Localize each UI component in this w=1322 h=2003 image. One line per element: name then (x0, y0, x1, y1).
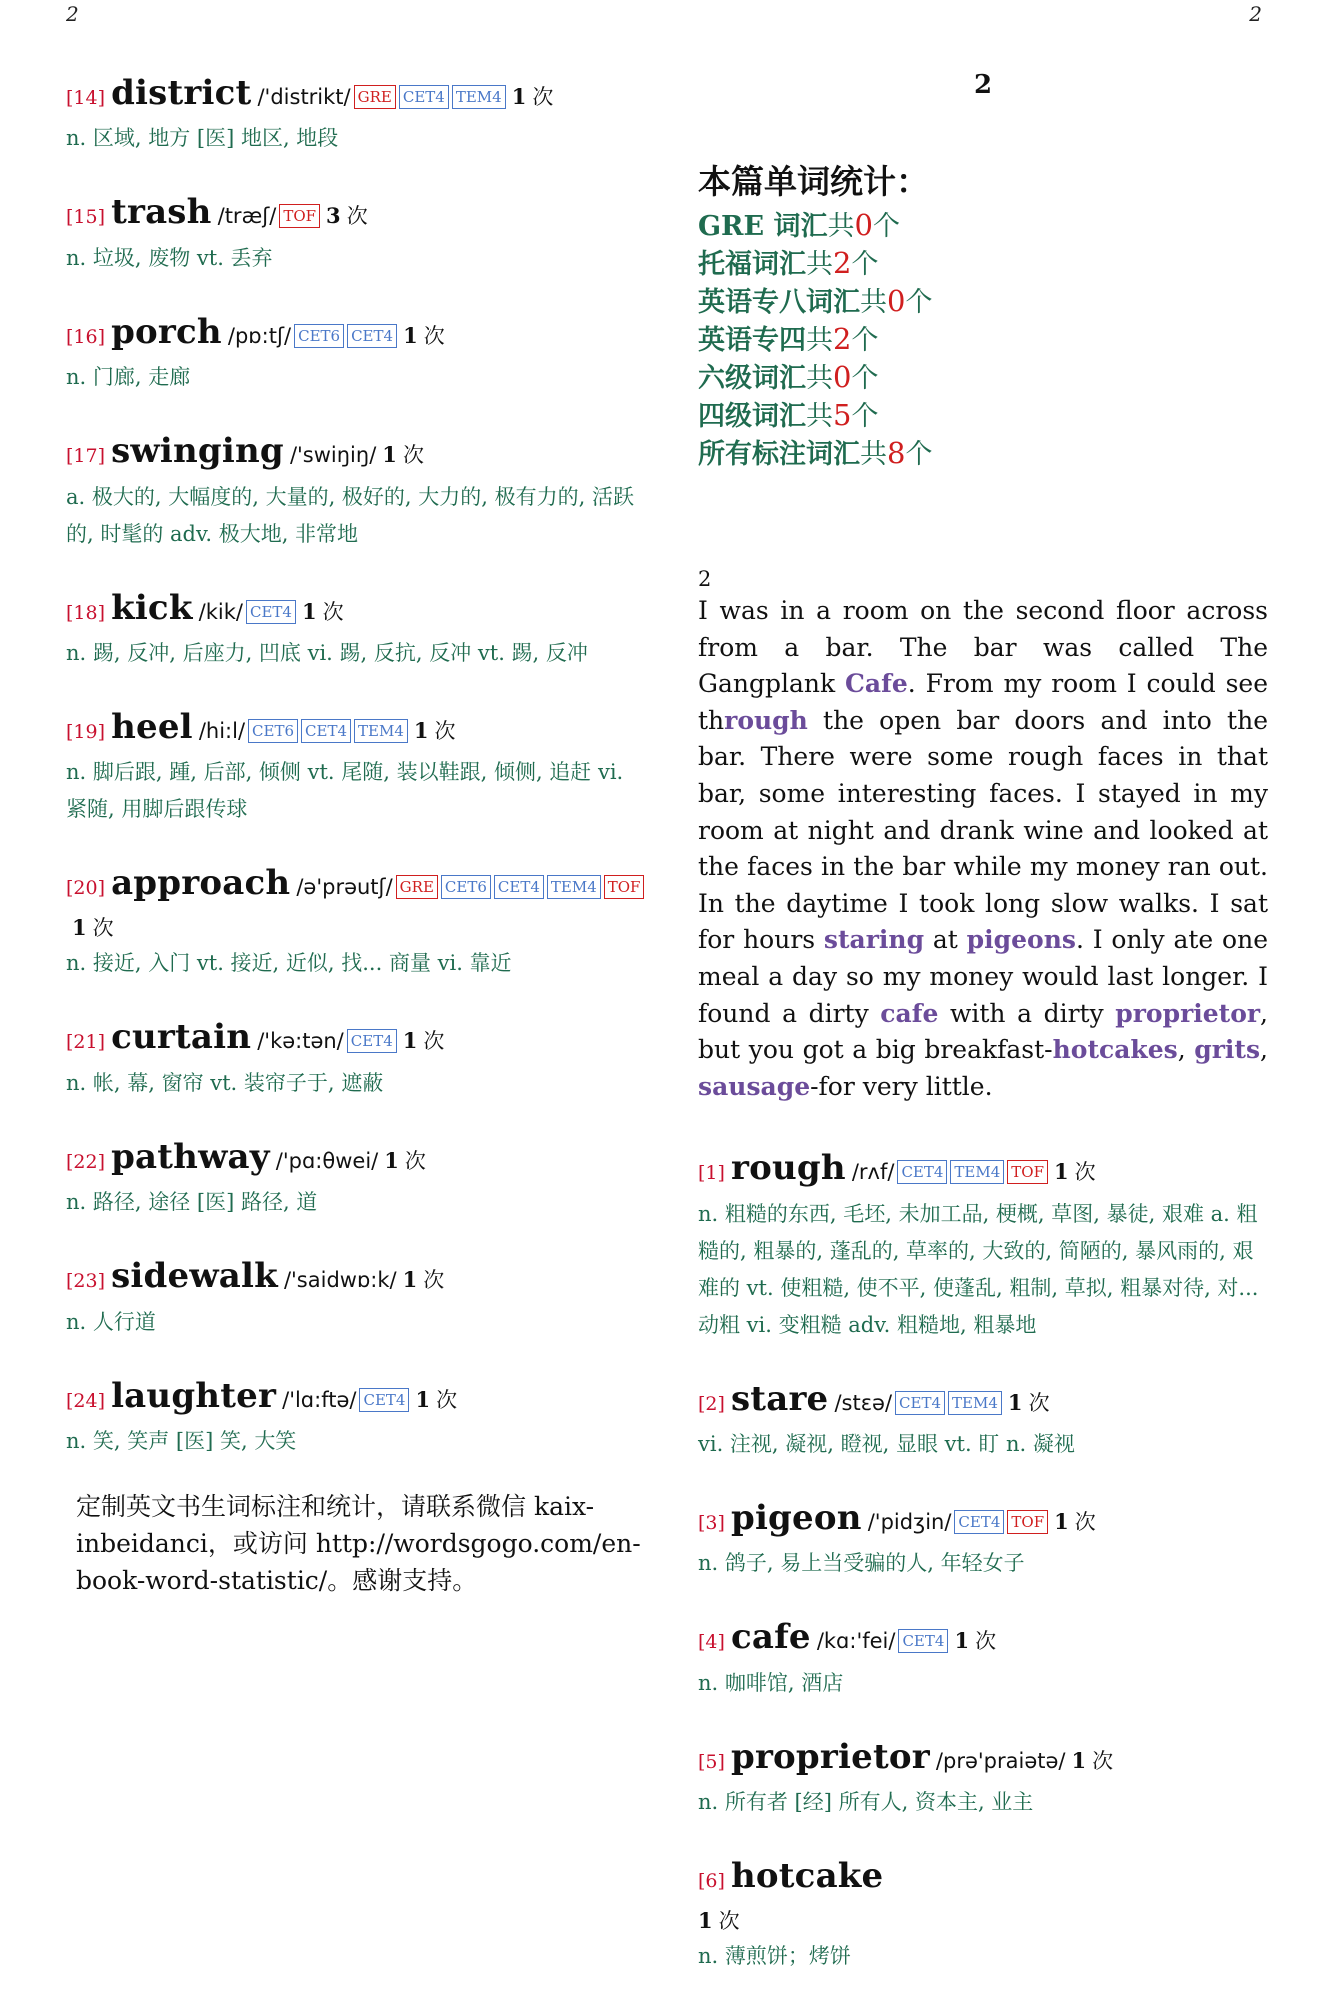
entry-count: 1 (402, 1028, 418, 1054)
vocab-entry (66, 424, 646, 552)
entry-word: district (111, 73, 252, 113)
stat-line (698, 207, 1268, 245)
vocab-entry (698, 1730, 1268, 1821)
entry-phonetic: /stɛə/ (834, 1390, 893, 1415)
stat-unit: 个 (851, 401, 879, 432)
entry-count-unit: 次 (532, 85, 554, 109)
entry-word: sidewalk (111, 1256, 278, 1297)
entry-word: rough (730, 1148, 846, 1189)
entry-definition: n. 笑, 笑声 [医] 笑, 大笑 (66, 1428, 297, 1453)
entry-phonetic: /prə'praiətə/ (935, 1748, 1066, 1773)
vocab-entry (66, 581, 646, 672)
left-column (66, 66, 646, 1599)
exam-tag: TEM4 (547, 875, 601, 899)
entry-head (66, 1369, 646, 1423)
highlighted-word: hotcakes (1052, 1035, 1178, 1065)
entry-word: swinging (111, 431, 284, 472)
exam-tag: GRE (354, 85, 396, 109)
entry-definition: n. 咖啡馆, 酒店 (698, 1670, 844, 1695)
stat-category: 四级词汇 (698, 401, 806, 432)
entry-phonetic: /'swiŋiŋ/ (289, 443, 377, 468)
entry-head (66, 700, 646, 754)
entry-index: [3] (698, 1512, 725, 1535)
exam-tag: CET4 (895, 1391, 945, 1415)
entry-head (698, 1141, 1268, 1195)
stat-suffix: 共 (806, 325, 833, 356)
highlighted-word: pigeons (966, 925, 1076, 955)
entry-index: [1] (698, 1162, 725, 1185)
vocab-entry (66, 1249, 646, 1340)
passage-segment: -for very little. (810, 1071, 993, 1101)
entry-head (66, 424, 646, 478)
entry-count: 1 (402, 1267, 418, 1293)
entry-count: 1 (415, 1386, 431, 1412)
vocab-entry (698, 1491, 1268, 1582)
highlighted-word: cafe (880, 998, 939, 1028)
entry-word: trash (111, 192, 212, 233)
entry-word: porch (111, 311, 222, 352)
stat-unit: 个 (851, 249, 879, 280)
vocab-entry (698, 1141, 1268, 1343)
entry-definition: n. 帐, 幕, 窗帘 vt. 装帘子于, 遮蔽 (66, 1070, 384, 1095)
exam-tag: CET4 (494, 875, 544, 899)
entry-count-unit: 次 (1074, 1160, 1096, 1185)
passage-number: 2 (698, 567, 712, 591)
entry-count: 1 (301, 598, 317, 624)
vocab-entry (698, 1372, 1268, 1463)
stat-line (698, 435, 1268, 473)
exam-tag: CET4 (246, 600, 296, 624)
exam-tag: CET4 (898, 1629, 948, 1653)
entry-index: [6] (698, 1870, 725, 1893)
highlighted-word: staring (823, 925, 925, 955)
entry-count: 1 (1054, 1509, 1069, 1535)
entry-count: 1 (382, 442, 397, 468)
vocab-entry (66, 1130, 646, 1221)
exam-tag: CET6 (294, 324, 344, 348)
entry-word: hotcake (730, 1856, 884, 1897)
stat-category: GRE 词汇 (698, 211, 828, 242)
passage-segment: with a dirty (938, 998, 1116, 1028)
entry-head (66, 1130, 646, 1184)
entry-definition: n. 鸽子, 易上当受骗的人, 年轻女子 (698, 1551, 1025, 1576)
entry-head (698, 1491, 1268, 1545)
entry-definition: n. 人行道 (66, 1309, 156, 1334)
entry-index: [21] (66, 1031, 106, 1054)
left-vocab-list (66, 66, 646, 1460)
entry-definition: n. 垃圾, 废物 vt. 丢弃 (66, 245, 273, 270)
entry-count-unit: 次 (1028, 1390, 1050, 1415)
passage-segment: the open bar doors and into the bar. There were some rough faces in that bar, some interesting faces. I stayed in my room at night and drank wine and looked at the faces in the bar while my money ran out. In the daytime I took long slow walks. I sat for hours (698, 705, 1268, 955)
entry-phonetic: /'pɑ:θwei/ (275, 1148, 379, 1173)
stat-category: 所有标注词汇 (698, 439, 860, 470)
exam-tag: TOF (279, 204, 320, 228)
entry-head (66, 66, 646, 120)
entry-head (698, 1372, 1268, 1426)
exam-tag: CET4 (399, 85, 449, 109)
stat-line (698, 359, 1268, 397)
vocab-entry (698, 1610, 1268, 1701)
entry-head (698, 1849, 1268, 1938)
exam-tag: CET4 (954, 1510, 1004, 1534)
entry-phonetic: /'saidwɒ:k/ (283, 1268, 397, 1293)
stat-line (698, 397, 1268, 435)
stat-unit: 个 (872, 211, 900, 242)
entry-count-unit: 次 (975, 1629, 997, 1654)
passage-segment: , (1177, 1035, 1195, 1065)
entry-count: 1 (384, 1147, 399, 1173)
entry-word: proprietor (730, 1736, 930, 1777)
entry-head (66, 856, 646, 945)
stat-suffix: 共 (806, 401, 833, 432)
vocab-entry (66, 305, 646, 396)
entry-definition: n. 路径, 途径 [医] 路径, 道 (66, 1190, 318, 1215)
entry-word: curtain (111, 1017, 252, 1058)
exam-tag: TEM4 (354, 719, 408, 743)
stat-count: 2 (833, 322, 852, 356)
exam-tag: TEM4 (950, 1160, 1004, 1184)
highlighted-word: proprietor (1115, 998, 1261, 1028)
stat-suffix: 共 (860, 439, 887, 470)
entry-definition: n. 踢, 反冲, 后座力, 凹底 vi. 踢, 反抗, 反冲 vt. 踢, 反冲 (66, 640, 588, 665)
entry-count-unit: 次 (322, 599, 344, 624)
stat-category: 托福词汇 (698, 249, 806, 280)
entry-head (66, 185, 646, 239)
entry-count-unit: 次 (434, 718, 456, 743)
entry-definition: a. 极大的, 大幅度的, 大量的, 极好的, 大力的, 极有力的, 活跃的, 时髦的 adv. 极大地, 非常地 (66, 484, 634, 546)
right-column (698, 66, 1268, 2003)
stat-unit: 个 (905, 287, 933, 318)
entry-count-unit: 次 (423, 1029, 445, 1054)
exam-tag: CET4 (301, 719, 351, 743)
entry-count: 3 (326, 203, 341, 229)
vocab-entry (66, 1010, 646, 1101)
entry-head (698, 1730, 1268, 1784)
entry-index: [23] (66, 1270, 106, 1293)
entry-count-unit: 次 (423, 323, 445, 348)
entry-phonetic: /træʃ/ (217, 204, 277, 229)
entry-phonetic: /'pidʒin/ (867, 1510, 952, 1535)
stat-count: 5 (833, 398, 852, 432)
stat-unit: 个 (851, 363, 879, 394)
passage-segment: at (924, 925, 967, 955)
vocab-entry (66, 66, 646, 157)
entry-head (66, 1010, 646, 1064)
entry-count-unit: 次 (92, 915, 114, 940)
exam-tag: CET4 (897, 1160, 947, 1184)
vocab-entry (66, 856, 646, 982)
passage-segment: . From my room I could see th (698, 669, 1268, 735)
entry-phonetic: /kik/ (198, 599, 243, 624)
stat-suffix: 共 (827, 211, 855, 242)
exam-tag: TEM4 (948, 1391, 1002, 1415)
stat-line (698, 321, 1268, 359)
entry-count-unit: 次 (718, 1908, 740, 1933)
stat-suffix: 共 (806, 249, 833, 280)
entry-phonetic: /hi:l/ (198, 718, 246, 743)
entry-definition: n. 脚后跟, 踵, 后部, 倾侧 vt. 尾随, 装以鞋跟, 倾侧, 追赶 vi. 紧随, 用脚后跟传球 (66, 760, 624, 822)
entry-definition: n. 门廊, 走廊 (66, 365, 191, 390)
entry-phonetic: /'lɑ:ftə/ (282, 1387, 357, 1412)
entry-head (66, 305, 646, 359)
entry-word: kick (111, 587, 193, 628)
entry-definition: n. 区域, 地方 [医] 地区, 地段 (66, 126, 339, 151)
exam-tag: TOF (1007, 1160, 1048, 1184)
stat-suffix: 共 (860, 287, 887, 318)
entry-word: heel (111, 706, 193, 747)
entry-count: 1 (954, 1628, 970, 1654)
entry-word: stare (730, 1378, 829, 1419)
entry-index: [14] (66, 87, 106, 109)
entry-count: 1 (511, 84, 527, 109)
entry-index: [15] (66, 206, 106, 229)
entry-head (698, 1610, 1268, 1664)
entry-definition: n. 所有者 [经] 所有人, 资本主, 业主 (698, 1790, 1034, 1815)
entry-index: [17] (66, 445, 106, 468)
entry-head (66, 1249, 646, 1303)
entry-word: cafe (730, 1617, 811, 1658)
entry-index: [18] (66, 601, 106, 624)
entry-count-unit: 次 (402, 443, 424, 468)
entry-count: 1 (698, 1907, 713, 1933)
entry-word: approach (111, 863, 291, 904)
highlighted-word: rough (724, 705, 808, 735)
entry-phonetic: /'distrikt/ (257, 85, 351, 109)
entry-count-unit: 次 (404, 1148, 426, 1173)
passage-segment: I was in a room on the second floor across from a bar. The bar was called The Gangplank (698, 596, 1268, 699)
highlighted-word: Cafe (845, 669, 908, 699)
right-vocab-list (698, 1141, 1268, 1975)
section-number: 2 (973, 70, 993, 100)
entry-index: [2] (698, 1392, 725, 1415)
entry-phonetic: /kɑ:'fei/ (816, 1629, 896, 1654)
exam-tag: CET4 (359, 1388, 409, 1412)
entry-phonetic: /pɒ:tʃ/ (227, 323, 292, 348)
exam-tag: CET6 (248, 719, 298, 743)
stat-count: 0 (833, 360, 852, 394)
stat-suffix: 共 (806, 363, 833, 394)
passage-segment: . I only ate one meal a day so my money would last longer. I found a dirty (698, 925, 1268, 1028)
exam-tag: GRE (396, 875, 438, 899)
passage-segment: , but you got a big breakfast- (698, 998, 1268, 1065)
exam-tag: TOF (1007, 1510, 1048, 1534)
entry-word: pigeon (730, 1498, 862, 1539)
highlighted-word: sausage (698, 1071, 811, 1101)
entry-definition: vi. 注视, 凝视, 瞪视, 显眼 vt. 盯 n. 凝视 (698, 1432, 1075, 1457)
entry-index: [22] (66, 1150, 106, 1173)
page-number-left: 2 (66, 2, 79, 26)
exam-tag: CET4 (347, 324, 397, 348)
vocab-entry (698, 1849, 1268, 1975)
vocab-entry (66, 700, 646, 828)
stat-count: 0 (854, 208, 873, 242)
entry-head (66, 581, 646, 635)
entry-index: [20] (66, 877, 106, 900)
entry-count-unit: 次 (436, 1387, 458, 1412)
entry-count: 1 (1054, 1159, 1069, 1185)
passage-segment: , (1260, 1035, 1268, 1065)
entry-count: 1 (1007, 1389, 1023, 1415)
entry-phonetic: /ə'prəutʃ/ (296, 875, 393, 900)
stat-unit: 个 (851, 325, 879, 356)
highlighted-word: grits (1194, 1035, 1261, 1065)
entry-definition: n. 薄煎饼；烤饼 (698, 1944, 851, 1969)
stats-list (698, 207, 1268, 473)
entry-index: [16] (66, 325, 106, 348)
entry-count: 1 (403, 322, 418, 348)
stat-category: 英语专四 (698, 325, 806, 356)
entry-count-unit: 次 (1074, 1510, 1096, 1535)
passage-text (698, 593, 1268, 1105)
stats-title: 本篇单词统计： (698, 162, 929, 201)
entry-count-unit: 次 (423, 1268, 445, 1293)
stat-category: 六级词汇 (698, 363, 806, 394)
entry-word: pathway (111, 1136, 270, 1177)
entry-count: 1 (413, 717, 429, 743)
entry-phonetic: /'kə:tən/ (257, 1029, 344, 1054)
entry-count: 1 (72, 914, 87, 940)
entry-index: [24] (66, 1389, 106, 1412)
stat-count: 0 (887, 284, 906, 318)
stat-count: 8 (887, 436, 906, 470)
footer-note: 定制英文书生词标注和统计，请联系微信 kaix-inbeidanci，或访问 http://wordsgogo.com/en-book-word-statistic/。感谢支持。 (76, 1491, 641, 1595)
entry-phonetic: /rʌf/ (851, 1160, 895, 1185)
entry-count-unit: 次 (346, 204, 368, 229)
exam-tag: TEM4 (452, 85, 506, 109)
stat-category: 英语专八词汇 (698, 287, 860, 318)
exam-tag: TOF (604, 875, 645, 899)
entry-definition: n. 接近, 入门 vt. 接近, 近似, 找... 商量 vi. 靠近 (66, 951, 512, 976)
exam-tag: CET4 (347, 1029, 397, 1053)
exam-tag: CET6 (441, 875, 491, 899)
entry-index: [5] (698, 1750, 725, 1773)
vocab-entry (66, 1369, 646, 1460)
stat-count: 2 (833, 246, 852, 280)
entry-count-unit: 次 (1092, 1748, 1114, 1773)
vocab-entry (66, 185, 646, 276)
entry-index: [4] (698, 1631, 725, 1654)
entry-word: laughter (111, 1375, 277, 1416)
entry-definition: n. 粗糙的东西, 毛坯, 未加工品, 梗概, 草图, 暴徒, 艰难 a. 粗糙的, 粗暴的, 蓬乱的, 草率的, 大致的, 简陋的, 暴风雨的, 艰难的 vt. 使粗糙, 使不平, 使蓬乱, 粗制, 草拟, 粗暴对待, 对... 动粗 vi. 变粗糙 adv. 粗糙地, 粗暴地 (698, 1201, 1259, 1337)
stat-line (698, 245, 1268, 283)
entry-count: 1 (1071, 1747, 1087, 1773)
entry-index: [19] (66, 720, 106, 743)
page-number-right: 2 (1249, 2, 1262, 26)
stat-unit: 个 (905, 439, 933, 470)
stat-line (698, 283, 1268, 321)
